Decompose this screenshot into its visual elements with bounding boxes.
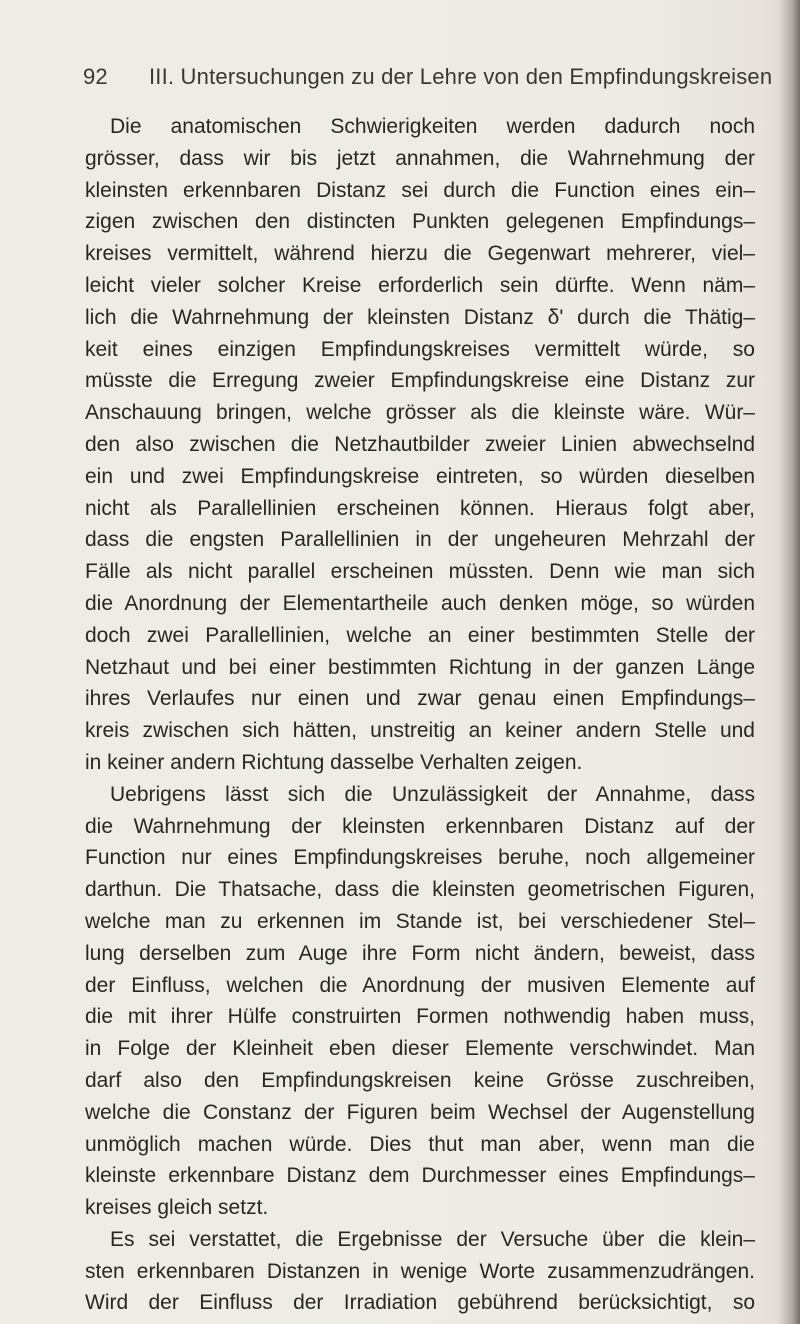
text-line: dass die engsten Parallellinien in der ungeheuren Mehrzahl der	[85, 528, 755, 552]
text-line: den also zwischen die Netzhautbilder zweier Linien abwechselnd	[85, 432, 755, 456]
text-line: lung derselben zum Auge ihre Form nicht ändern, beweist, dass	[85, 941, 755, 965]
text-line: müsste die Erregung zweier Empfindungskreise eine Distanz zur	[85, 369, 755, 393]
text-line: Uebrigens lässt sich die Unzulässigkeit der Annahme, dass	[110, 782, 755, 806]
text-line: welche die Constanz der Figuren beim Wechsel der Augenstellung	[85, 1100, 755, 1124]
page-edge-shadow	[778, 0, 800, 1324]
text-line: darthun. Die Thatsache, dass die kleinsten geometrischen Figuren,	[85, 878, 755, 902]
text-line: kreises gleich setzt.	[85, 1196, 269, 1220]
text-line: in Folge der Kleinheit eben dieser Elemente verschwindet. Man	[85, 1037, 755, 1061]
text-line: grösser, dass wir bis jetzt annahmen, die Wahrnehmung der	[85, 146, 755, 170]
text-line: in keiner andern Richtung dasselbe Verhalten zeigen.	[85, 750, 583, 774]
body-text	[85, 111, 755, 1319]
text-line: Function nur eines Empfindungskreises beruhe, noch allgemeiner	[85, 846, 755, 870]
text-line: Wird der Einfluss der Irradiation gebührend berücksichtigt, so	[85, 1291, 755, 1315]
text-line: Es sei verstattet, die Ergebnisse der Versuche über die klein–	[110, 1227, 755, 1251]
page-number: 92	[83, 64, 108, 89]
text-line: die Anordnung der Elementartheile auch denken möge, so würden	[85, 591, 755, 615]
text-line: doch zwei Parallellinien, welche an einer bestimmten Stelle der	[85, 623, 755, 647]
text-line: der Einfluss, welchen die Anordnung der musiven Elemente auf	[85, 973, 755, 997]
chapter-title: III. Untersuchungen zu der Lehre von den Empfindungskreisen	[149, 64, 773, 89]
text-line: die mit ihrer Hülfe construirten Formen nothwendig haben muss,	[85, 1005, 755, 1029]
text-line: nicht als Parallellinien erscheinen können. Hieraus folgt aber,	[85, 496, 755, 520]
text-line: zigen zwischen den distincten Punkten gelegenen Empfindungs–	[85, 210, 755, 234]
text-line: welche man zu erkennen im Stande ist, bei verschiedener Stel–	[85, 909, 755, 933]
text-line: Die anatomischen Schwierigkeiten werden dadurch noch	[110, 115, 755, 138]
text-line: Fälle als nicht parallel erscheinen müssten. Denn wie man sich	[85, 560, 755, 584]
text-line: kleinsten erkennbaren Distanz sei durch die Function eines ein–	[85, 178, 755, 202]
text-line: lich die Wahrnehmung der kleinsten Distanz δ' durch die Thätig–	[85, 305, 755, 329]
text-line: Anschauung bringen, welche grösser als die kleinste wäre. Wür–	[85, 401, 755, 425]
text-line: kleinste erkennbare Distanz dem Durchmesser eines Empfindungs–	[85, 1164, 755, 1188]
text-line: die Wahrnehmung der kleinsten erkennbaren Distanz auf der	[85, 814, 755, 838]
text-line: sten erkennbaren Distanzen in wenige Worte zusammenzudrängen.	[85, 1259, 755, 1283]
text-line: unmöglich machen würde. Dies thut man aber, wenn man die	[85, 1132, 755, 1156]
text-line: ein und zwei Empfindungskreise eintreten, so würden dieselben	[85, 464, 755, 488]
text-line: kreises vermittelt, während hierzu die Gegenwart mehrerer, viel–	[85, 242, 755, 266]
text-line: darf also den Empfindungskreisen keine Grösse zuschreiben,	[85, 1068, 755, 1092]
text-line: ihres Verlaufes nur einen und zwar genau einen Empfindungs–	[85, 687, 755, 711]
text-line: Netzhaut und bei einer bestimmten Richtung in der ganzen Länge	[85, 655, 755, 679]
text-line: leicht vieler solcher Kreise erforderlich sein dürfte. Wenn näm–	[85, 273, 755, 297]
running-head	[83, 64, 773, 90]
text-line: keit eines einzigen Empfindungskreises vermittelt würde, so	[85, 337, 755, 361]
text-line: kreis zwischen sich hätten, unstreitig an keiner andern Stelle und	[85, 719, 755, 743]
